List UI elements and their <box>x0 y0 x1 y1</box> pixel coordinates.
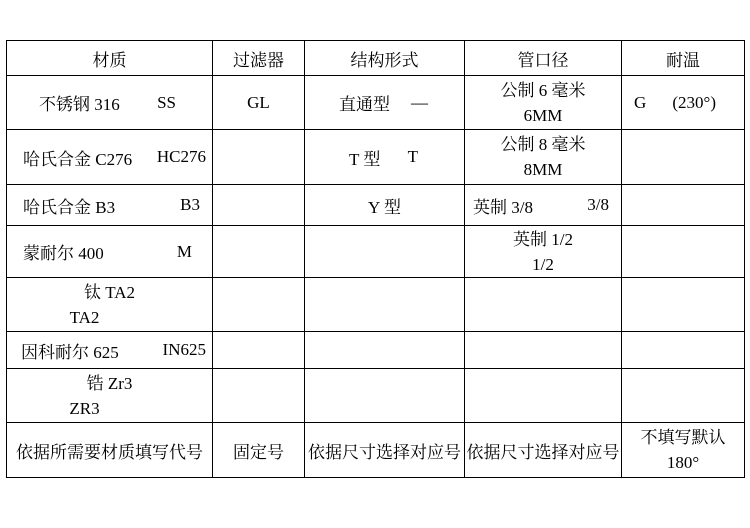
material-line1: 钛 TA2 <box>83 282 136 302</box>
header-row <box>7 41 745 76</box>
diameter-line2: 8MM <box>523 160 563 179</box>
temp-code: (230°) <box>672 92 716 112</box>
material-line1: 锆 Zr3 <box>86 373 133 393</box>
cell-material <box>7 76 213 130</box>
cell-diameter <box>465 76 622 130</box>
material-name: 哈氏合金 B3 <box>23 197 116 217</box>
empty-cell <box>622 130 745 185</box>
empty-cell <box>213 226 305 278</box>
empty-cell <box>465 278 622 332</box>
table-row <box>7 185 745 226</box>
material-line2: TA2 <box>69 307 100 327</box>
empty-cell <box>622 369 745 423</box>
cell-diameter <box>465 226 622 278</box>
structure-name: 直通型 <box>339 95 390 114</box>
structure-code: T <box>407 147 418 166</box>
cell-filter: GL <box>213 76 305 130</box>
material-code: HC276 <box>156 147 206 166</box>
cell-filter: 固定号 <box>213 423 305 478</box>
empty-cell <box>305 332 465 369</box>
cell-material <box>7 369 213 423</box>
cell-material <box>7 226 213 278</box>
diameter-line1: 公制 6 毫米 <box>500 80 586 100</box>
cell-material <box>7 130 213 185</box>
temp-line2: 180° <box>666 453 700 472</box>
empty-cell <box>213 278 305 332</box>
temp-line1: 不填写默认 <box>640 428 726 447</box>
empty-cell <box>465 332 622 369</box>
material-code: B3 <box>180 195 200 214</box>
header-temp: 耐温 <box>622 41 745 76</box>
cell-material <box>7 278 213 332</box>
table-row <box>7 278 745 332</box>
diameter-line2: 6MM <box>523 105 563 125</box>
material-name: 因科耐尔 625 <box>21 342 119 362</box>
material-code: SS <box>157 92 176 112</box>
empty-cell <box>305 278 465 332</box>
empty-cell <box>622 332 745 369</box>
cell-structure: 依据尺寸选择对应号 <box>305 423 465 478</box>
cell-temp <box>622 76 745 130</box>
table-row <box>7 423 745 478</box>
cell-material: 依据所需要材质填写代号 <box>7 423 213 478</box>
empty-cell <box>213 130 305 185</box>
cell-diameter <box>465 130 622 185</box>
empty-cell <box>622 226 745 278</box>
header-structure: 结构形式 <box>305 41 465 76</box>
table-row <box>7 130 745 185</box>
spec-table <box>6 40 745 478</box>
empty-cell <box>622 185 745 226</box>
material-code: M <box>176 241 192 261</box>
empty-cell <box>305 369 465 423</box>
empty-cell <box>213 185 305 226</box>
structure-code: — <box>411 92 428 112</box>
diameter-line1: 英制 1/2 <box>513 229 573 249</box>
empty-cell <box>465 369 622 423</box>
cell-temp <box>622 423 745 478</box>
header-material: 材质 <box>7 41 213 76</box>
cell-material <box>7 332 213 369</box>
diameter-line2: 1/2 <box>532 254 554 274</box>
empty-cell <box>213 369 305 423</box>
cell-material <box>7 185 213 226</box>
table-row <box>7 76 745 130</box>
material-name: 不锈钢 316 <box>39 95 120 114</box>
empty-cell <box>305 226 465 278</box>
cell-structure <box>305 130 465 185</box>
material-name: 哈氏合金 C276 <box>23 149 133 169</box>
structure-name: T 型 <box>349 149 381 169</box>
diameter-line1: 公制 8 毫米 <box>500 135 586 154</box>
empty-cell <box>622 278 745 332</box>
table-row <box>7 332 745 369</box>
table-row <box>7 226 745 278</box>
material-code: IN625 <box>162 340 206 359</box>
temp-name: G <box>634 92 647 112</box>
table-row <box>7 369 745 423</box>
cell-diameter <box>465 185 622 226</box>
header-diameter: 管口径 <box>465 41 622 76</box>
cell-structure <box>305 76 465 130</box>
diameter-name: 英制 3/8 <box>473 197 533 217</box>
material-name: 蒙耐尔 400 <box>23 244 104 263</box>
material-line2: ZR3 <box>69 398 100 418</box>
header-filter: 过滤器 <box>213 41 305 76</box>
cell-structure: Y 型 <box>305 185 465 226</box>
empty-cell <box>213 332 305 369</box>
diameter-code: 3/8 <box>587 195 609 214</box>
cell-diameter: 依据尺寸选择对应号 <box>465 423 622 478</box>
